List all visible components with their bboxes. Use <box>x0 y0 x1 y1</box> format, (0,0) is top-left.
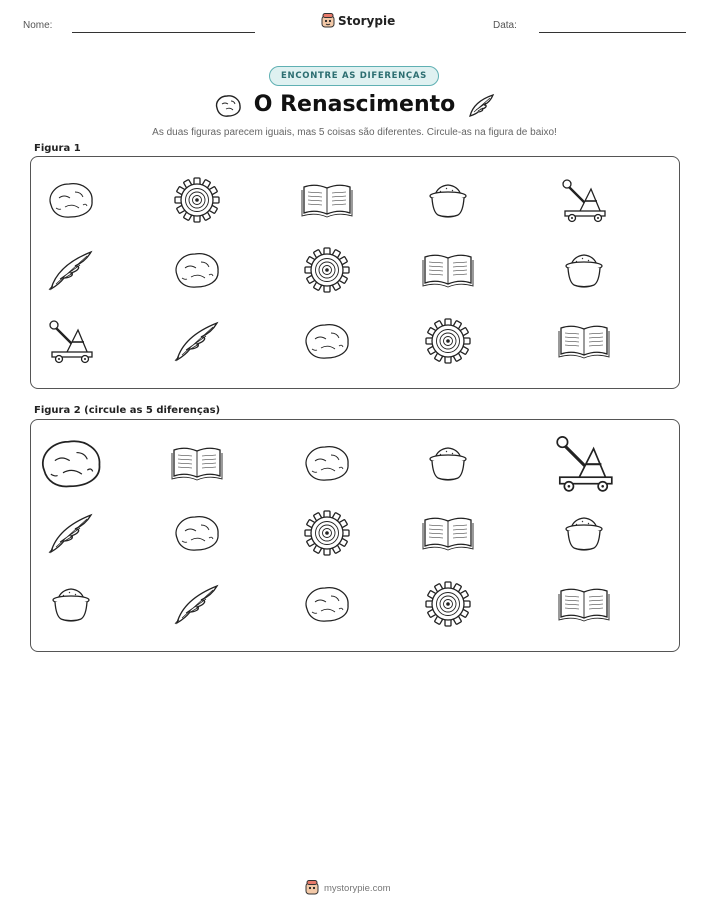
page-title: O Renascimento <box>253 92 456 117</box>
grid-cell[interactable] <box>162 432 232 494</box>
grid-cell <box>549 239 619 301</box>
catapult-icon <box>559 177 609 223</box>
grid-cell <box>292 310 362 372</box>
grid-cell <box>36 310 106 372</box>
wing-icon <box>47 248 95 292</box>
storypie-mascot-icon <box>321 13 335 29</box>
grid-cell[interactable] <box>36 573 106 635</box>
gear-icon <box>174 177 220 223</box>
rock-icon <box>301 442 353 484</box>
book-icon <box>558 322 610 360</box>
name-label: Nome: <box>23 20 53 31</box>
date-field[interactable] <box>539 32 686 33</box>
grid-cell[interactable] <box>549 573 619 635</box>
grid-cell[interactable] <box>549 502 619 564</box>
grid-cell[interactable] <box>413 432 483 494</box>
storypie-mascot-icon <box>305 880 319 896</box>
grid-cell <box>413 310 483 372</box>
rock-icon <box>45 179 97 221</box>
wing-icon <box>47 511 95 555</box>
catapult-icon <box>552 433 617 493</box>
grid-cell <box>549 169 619 231</box>
date-label: Data: <box>493 20 517 31</box>
bowl-icon <box>49 583 93 625</box>
grid-cell <box>36 169 106 231</box>
grid-cell[interactable] <box>292 502 362 564</box>
storypie-logo <box>321 13 395 29</box>
book-icon <box>422 251 474 289</box>
bowl-icon <box>562 512 606 554</box>
grid-cell <box>549 310 619 372</box>
bowl-icon <box>562 249 606 291</box>
footer <box>305 880 391 896</box>
activity-badge: ENCONTRE AS DIFERENÇAS <box>269 66 439 86</box>
grid-cell[interactable] <box>36 432 106 494</box>
grid-cell <box>36 239 106 301</box>
grid-cell[interactable] <box>549 432 619 494</box>
grid-cell <box>292 169 362 231</box>
grid-cell[interactable] <box>162 573 232 635</box>
grid-cell[interactable] <box>36 502 106 564</box>
grid-cell[interactable] <box>292 573 362 635</box>
figure-1-panel <box>30 156 680 389</box>
footer-site: mystorypie.com <box>324 882 391 894</box>
figure-2-panel[interactable] <box>30 419 680 652</box>
bowl-icon <box>426 179 470 221</box>
gear-icon <box>425 318 471 364</box>
grid-cell <box>162 169 232 231</box>
gear-icon <box>304 510 350 556</box>
wing-icon <box>466 92 496 118</box>
instructions: As duas figuras parecem iguais, mas 5 coisas são diferentes. Circule-as na figura de baixo! <box>152 127 557 138</box>
book-icon <box>422 514 474 552</box>
book-icon <box>301 181 353 219</box>
rock-icon <box>36 435 106 492</box>
gear-icon <box>304 247 350 293</box>
rock-icon <box>301 320 353 362</box>
grid-cell[interactable] <box>413 502 483 564</box>
grid-cell <box>162 310 232 372</box>
rock-icon <box>301 583 353 625</box>
wing-icon <box>173 582 221 626</box>
brand-name: Storypie <box>338 14 396 28</box>
grid-cell <box>413 239 483 301</box>
grid-cell[interactable] <box>292 432 362 494</box>
book-icon <box>171 444 223 482</box>
figure-1-label: Figura 1 <box>34 143 81 154</box>
book-icon <box>558 585 610 623</box>
name-field[interactable] <box>72 32 255 33</box>
grid-cell <box>162 239 232 301</box>
catapult-icon <box>46 318 96 364</box>
rock-icon <box>171 249 223 291</box>
grid-cell <box>292 239 362 301</box>
wing-icon <box>173 319 221 363</box>
grid-cell[interactable] <box>413 573 483 635</box>
grid-cell[interactable] <box>162 502 232 564</box>
figure-2-label: Figura 2 (circule as 5 diferenças) <box>34 405 221 416</box>
gear-icon <box>425 581 471 627</box>
bowl-icon <box>426 442 470 484</box>
rock-icon <box>171 512 223 554</box>
grid-cell <box>413 169 483 231</box>
